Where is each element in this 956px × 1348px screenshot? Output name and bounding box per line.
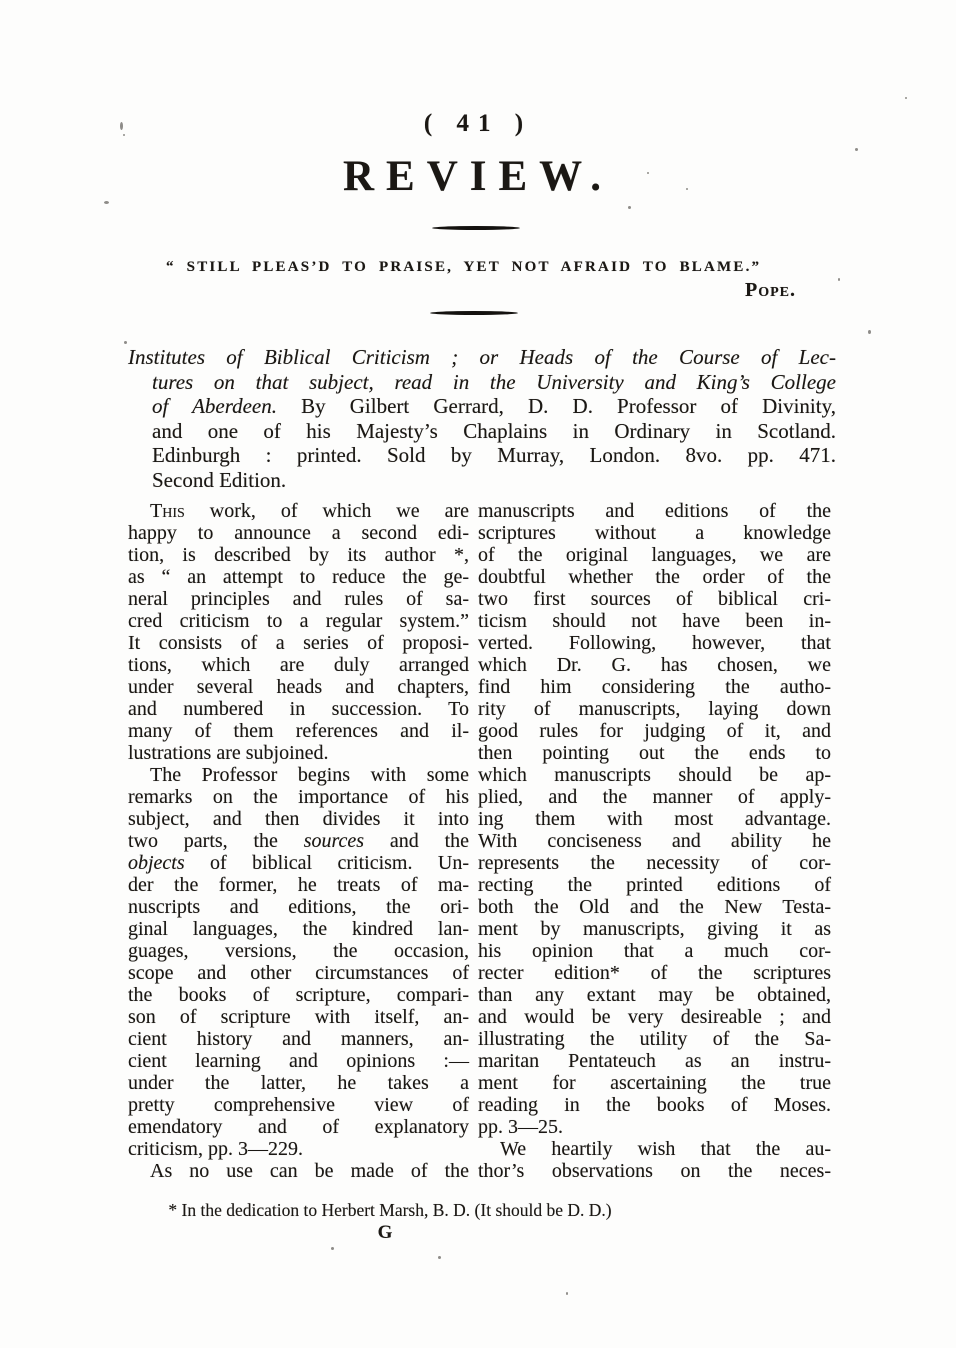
text-line: reading in the books of Moses.	[478, 1094, 831, 1116]
text-line: and one of his Majesty’s Chaplains in Ordinary in Scotland.	[152, 418, 836, 443]
scan-speck	[628, 206, 631, 209]
text-line: ment by manuscripts, giving it as	[478, 918, 831, 940]
text-line: tion, is described by its author *,	[128, 544, 469, 566]
text-line: scriptures without a knowledge	[478, 522, 831, 544]
text-line: ing them with most advantage.	[478, 808, 831, 830]
text-line: verted. Following, however, that	[478, 632, 831, 654]
text-line: two first sources of biblical cri-	[478, 588, 831, 610]
text-line: objects of biblical criticism. Un-	[128, 852, 469, 874]
book-citation	[128, 345, 836, 493]
text-line: guages, versions, the occasion,	[128, 940, 469, 962]
scan-speck	[123, 134, 125, 136]
footnote: * In the dedication to Herbert Marsh, B. D. (It should be D. D.)	[168, 1200, 612, 1220]
text-line: and would be very desireable ; and	[478, 1006, 831, 1028]
text-line: cred criticism to a regular system.”	[128, 610, 469, 632]
text-line: and numbered in succession. To	[128, 698, 469, 720]
text-line: Second Edition.	[152, 467, 287, 492]
epigraph-quote: “ STILL PLEAS’D TO PRAISE, YET NOT AFRAID TO BLAME.”	[166, 259, 762, 275]
text-line: under the latter, he takes a	[128, 1072, 469, 1094]
text-line: scope and other circumstances of	[128, 962, 469, 984]
text-line: cient history and manners, an-	[128, 1028, 469, 1050]
scan-speck	[868, 330, 871, 334]
text-line: neral principles and rules of sa-	[128, 588, 469, 610]
text-line: emendatory and of explanatory	[128, 1116, 469, 1138]
text-line: nuscripts and editions, the ori-	[128, 896, 469, 918]
text-line: which manuscripts should be ap-	[478, 764, 831, 786]
text-line: maritan Pentateuch as an instru-	[478, 1050, 831, 1072]
signature-mark: G	[377, 1222, 393, 1243]
text-line: manuscripts and editions of the	[478, 500, 831, 522]
text-line: son of scripture with itself, an-	[128, 1006, 469, 1028]
text-line: It consists of a series of proposi-	[128, 632, 469, 654]
text-line: both the Old and the New Testa-	[478, 896, 831, 918]
text-line: recting the printed editions of	[478, 874, 831, 896]
page-number: ( 41 )	[423, 110, 533, 137]
text-line: under several heads and chapters,	[128, 676, 469, 698]
text-line: rity of manuscripts, laying down	[478, 698, 831, 720]
text-line: tures on that subject, read in the University and King’s College	[152, 369, 836, 394]
scan-speck	[647, 172, 649, 174]
text-line: represents the necessity of cor-	[478, 852, 831, 874]
text-line: many of them references and il-	[128, 720, 469, 742]
scan-speck	[838, 278, 840, 281]
text-line: ment for ascertaining the true	[478, 1072, 831, 1094]
text-line: which Dr. G. has chosen, we	[478, 654, 831, 676]
epigraph-attribution: Pope.	[745, 279, 796, 301]
scan-speck	[124, 341, 127, 344]
scan-speck	[104, 201, 109, 204]
text-line: thor’s observations on the neces-	[478, 1160, 831, 1182]
text-line: ginal languages, the kindred lan-	[128, 918, 469, 940]
text-line: lustrations are subjoined.	[128, 742, 329, 764]
text-line: Edinburgh : printed. Sold by Murray, London. 8vo. pp. 471.	[152, 443, 836, 468]
text-line: cient learning and opinions :—	[128, 1050, 469, 1072]
text-line: than any extant may be obtained,	[478, 984, 831, 1006]
scan-speck	[566, 1292, 568, 1295]
scan-speck	[331, 1247, 334, 1250]
text-line: As no use can be made of the	[150, 1160, 469, 1182]
text-line: We heartily wish that the au-	[500, 1138, 831, 1160]
text-line: ticism should not have been in-	[478, 610, 831, 632]
divider-rule-top	[432, 226, 520, 230]
text-line: two parts, the sources and the	[128, 830, 470, 852]
text-line: With conciseness and ability he	[478, 830, 831, 852]
text-line: subject, and then divides it into	[128, 808, 469, 830]
text-line: pretty comprehensive view of	[128, 1094, 469, 1116]
text-line: doubtful whether the order of the	[478, 566, 831, 588]
text-line: his opinion that a much cor-	[478, 940, 831, 962]
text-line: good rules for judging of it, and	[478, 720, 831, 742]
page-title: REVIEW.	[342, 153, 613, 200]
text-line: Institutes of Biblical Criticism ; or Heads of the Course of Lec-	[128, 345, 836, 369]
scan-speck	[855, 148, 858, 151]
scan-speck	[120, 122, 123, 130]
text-line: der the former, he treats of ma-	[128, 874, 469, 896]
scan-speck	[905, 97, 907, 99]
text-line: as “ an attempt to reduce the ge-	[128, 566, 469, 588]
text-line: recter edition* of the scriptures	[478, 962, 831, 984]
scan-speck	[438, 1256, 441, 1259]
text-line: remarks on the importance of his	[128, 786, 469, 808]
scan-speck	[686, 188, 688, 190]
text-line: find him considering the autho-	[478, 676, 831, 698]
text-line: pp. 3—25.	[478, 1116, 563, 1138]
text-line: The Professor begins with some	[150, 764, 469, 786]
divider-rule-bottom	[430, 311, 518, 315]
text-line: of Aberdeen. By Gilbert Gerrard, D. D. Professor of Divinity,	[152, 394, 836, 419]
body-column-left	[128, 500, 469, 1182]
text-line: plied, and the manner of apply-	[478, 786, 831, 808]
text-line: This work, of which we are	[150, 500, 469, 522]
text-line: illustrating the utility of the Sa-	[478, 1028, 831, 1050]
text-line: tions, which are duly arranged	[128, 654, 469, 676]
body-column-right	[478, 500, 831, 1182]
text-line: the books of scripture, compari-	[128, 984, 469, 1006]
text-line: then pointing out the ends to	[478, 742, 831, 764]
text-line: criticism, pp. 3—229.	[128, 1138, 303, 1160]
text-line: of the original languages, we are	[478, 544, 831, 566]
text-line: happy to announce a second edi-	[128, 522, 469, 544]
